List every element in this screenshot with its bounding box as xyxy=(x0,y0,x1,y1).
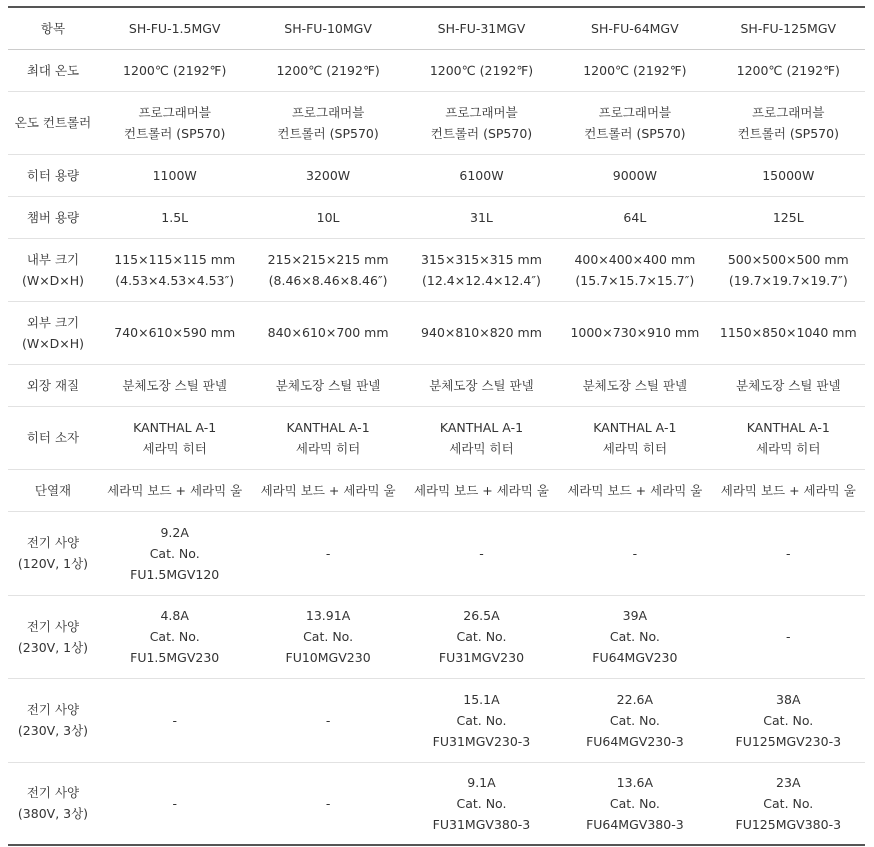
cell-line: 분체도장 스틸 판넬 xyxy=(275,377,381,393)
cell-line: 3200W xyxy=(306,167,351,183)
cell-line: 500×500×500 mm xyxy=(727,251,849,267)
cell-power-230v-3p-model-5 xyxy=(712,678,865,762)
cell-external-size-model-5 xyxy=(712,301,865,364)
header-row xyxy=(8,7,865,49)
cell-temp-controller-model-2 xyxy=(251,91,404,154)
cell-power-230v-3p-model-4 xyxy=(558,678,711,762)
cell-line: 세라믹 보드 + 세라믹 울 xyxy=(107,482,243,498)
cell-power-380v-3p-model-4 xyxy=(558,762,711,845)
cell-power-230v-1p-model-2 xyxy=(251,595,404,678)
cell-line: - xyxy=(172,712,177,728)
cell-line: 1200℃ (2192℉) xyxy=(429,62,534,78)
header-model: SH-FU-125MGV xyxy=(712,7,865,49)
cell-heater-element-model-3 xyxy=(405,406,558,469)
cell-line: 프로그래머블 xyxy=(138,104,211,120)
row-label-line: 챔버 용량 xyxy=(26,209,80,225)
cell-line: 컨트롤러 (SP570) xyxy=(430,125,533,141)
row-label-line: 내부 크기 xyxy=(26,251,80,267)
row-label xyxy=(8,91,98,154)
cell-line: FU31MGV230 xyxy=(438,650,525,665)
cell-line: 13.91A xyxy=(305,608,351,623)
cell-line: 22.6A xyxy=(616,691,654,707)
cell-line: Cat. No. xyxy=(609,629,660,644)
cell-line: 세라믹 히터 xyxy=(756,440,821,456)
cell-line: 1200℃ (2192℉) xyxy=(583,62,687,78)
cell-line: FU1.5MGV120 xyxy=(130,566,220,582)
cell-line: (8.46×8.46×8.46″) xyxy=(268,272,388,288)
cell-chamber-capacity-model-4 xyxy=(558,196,711,238)
cell-line: 프로그래머블 xyxy=(752,104,825,120)
cell-line: 38A xyxy=(776,691,801,707)
cell-line: FU64MGV230-3 xyxy=(586,733,684,749)
cell-line: 1200℃ (2192℉) xyxy=(736,62,840,78)
cell-line: 215×215×215 mm xyxy=(267,251,389,267)
cell-line: 컨트롤러 (SP570) xyxy=(737,125,839,141)
cell-external-size-model-1 xyxy=(98,301,251,364)
cell-exterior-material-model-3 xyxy=(405,364,558,406)
cell-power-380v-3p-model-1 xyxy=(98,762,251,845)
cell-line: 4.8A xyxy=(160,608,189,623)
row-power-120v-1p xyxy=(8,511,865,595)
cell-line: KANTHAL A-1 xyxy=(746,419,830,435)
cell-line: 940×810×820 mm xyxy=(421,325,542,340)
cell-heater-capacity-model-3 xyxy=(405,154,558,196)
cell-line: KANTHAL A-1 xyxy=(593,419,677,435)
cell-line: 9.2A xyxy=(160,524,189,540)
row-label-line: 외장 재질 xyxy=(26,377,80,393)
spec-table xyxy=(8,6,865,846)
cell-line: 6100W xyxy=(459,167,504,183)
cell-line: 1.5L xyxy=(161,209,189,225)
cell-chamber-capacity-model-3 xyxy=(405,196,558,238)
row-external-size xyxy=(8,301,865,364)
cell-line: 31L xyxy=(470,209,493,225)
cell-exterior-material-model-2 xyxy=(251,364,404,406)
row-label-line: (380V, 3상) xyxy=(17,806,89,822)
cell-line: 분체도장 스틸 판넬 xyxy=(736,377,841,393)
cell-line: - xyxy=(786,545,791,561)
cell-line: KANTHAL A-1 xyxy=(439,419,524,435)
cell-line: KANTHAL A-1 xyxy=(286,419,370,435)
cell-line: FU31MGV380-3 xyxy=(432,816,531,832)
row-label-line: (230V, 3상) xyxy=(17,723,89,738)
cell-power-230v-1p-model-3 xyxy=(405,595,558,678)
row-internal-size xyxy=(8,238,865,301)
row-label xyxy=(8,196,98,238)
cell-internal-size-model-4 xyxy=(558,238,711,301)
row-label-line: 온도 컨트롤러 xyxy=(14,115,92,130)
cell-power-120v-1p-model-1 xyxy=(98,511,251,595)
cell-heater-element-model-5 xyxy=(712,406,865,469)
cell-external-size-model-3 xyxy=(405,301,558,364)
cell-line: 1000×730×910 mm xyxy=(570,325,700,340)
row-label xyxy=(8,595,98,678)
cell-chamber-capacity-model-2 xyxy=(251,196,404,238)
cell-line: FU125MGV380-3 xyxy=(735,816,842,832)
cell-max-temp-model-2 xyxy=(251,49,404,91)
header-model: SH-FU-1.5MGV xyxy=(98,7,251,49)
cell-line: 세라믹 히터 xyxy=(142,440,207,456)
cell-line: Cat. No. xyxy=(609,712,660,728)
cell-line: 컨트롤러 (SP570) xyxy=(584,125,686,141)
cell-line: Cat. No. xyxy=(763,712,814,728)
row-label-line: 단열재 xyxy=(34,482,72,498)
cell-internal-size-model-3 xyxy=(405,238,558,301)
cell-insulation-model-1 xyxy=(98,469,251,511)
cell-power-230v-3p-model-3 xyxy=(405,678,558,762)
cell-line: 1200℃ (2192℉) xyxy=(123,62,227,78)
cell-max-temp-model-1 xyxy=(98,49,251,91)
cell-power-120v-1p-model-3 xyxy=(405,511,558,595)
row-power-380v-3p xyxy=(8,762,865,845)
cell-line: KANTHAL A-1 xyxy=(133,419,217,435)
cell-line: 분체도장 스틸 판넬 xyxy=(582,377,688,393)
cell-internal-size-model-2 xyxy=(251,238,404,301)
cell-insulation-model-2 xyxy=(251,469,404,511)
cell-line: 세라믹 보드 + 세라믹 울 xyxy=(413,482,549,498)
cell-line: 세라믹 보드 + 세라믹 울 xyxy=(260,482,396,498)
cell-line: 세라믹 히터 xyxy=(295,440,361,456)
row-label-line: 외부 크기 xyxy=(26,314,80,330)
cell-line: 125L xyxy=(772,209,804,225)
cell-exterior-material-model-4 xyxy=(558,364,711,406)
cell-line: - xyxy=(479,545,484,561)
row-label-line: (W×D×H) xyxy=(21,272,85,288)
cell-insulation-model-4 xyxy=(558,469,711,511)
cell-line: 분체도장 스틸 판넬 xyxy=(429,377,534,393)
row-insulation xyxy=(8,469,865,511)
cell-heater-element-model-2 xyxy=(251,406,404,469)
cell-line: FU31MGV230-3 xyxy=(432,733,531,749)
cell-line: Cat. No. xyxy=(609,795,660,811)
cell-heater-capacity-model-2 xyxy=(251,154,404,196)
cell-line: (4.53×4.53×4.53″) xyxy=(115,272,235,288)
cell-line: 64L xyxy=(623,209,647,225)
cell-heater-capacity-model-1 xyxy=(98,154,251,196)
row-chamber-capacity xyxy=(8,196,865,238)
cell-insulation-model-3 xyxy=(405,469,558,511)
cell-line: 15.1A xyxy=(463,691,500,707)
cell-line: 세라믹 히터 xyxy=(449,440,514,456)
cell-external-size-model-4 xyxy=(558,301,711,364)
cell-exterior-material-model-1 xyxy=(98,364,251,406)
cell-line: Cat. No. xyxy=(456,795,507,811)
row-label-line: 전기 사양 xyxy=(26,535,80,550)
cell-line: FU125MGV230-3 xyxy=(735,733,842,749)
cell-line: 23A xyxy=(776,774,801,790)
row-heater-capacity xyxy=(8,154,865,196)
cell-internal-size-model-1 xyxy=(98,238,251,301)
row-label-line: (W×D×H) xyxy=(21,335,85,351)
cell-line: 39A xyxy=(622,608,648,623)
row-label-line: 전기 사양 xyxy=(26,785,80,801)
row-label xyxy=(8,238,98,301)
cell-power-120v-1p-model-5 xyxy=(712,511,865,595)
cell-line: 15000W xyxy=(762,167,815,183)
cell-chamber-capacity-model-5 xyxy=(712,196,865,238)
row-label-line: (120V, 1상) xyxy=(17,556,89,571)
cell-power-380v-3p-model-3 xyxy=(405,762,558,845)
row-label xyxy=(8,469,98,511)
cell-line: - xyxy=(325,795,331,811)
row-label xyxy=(8,364,98,406)
header-model: SH-FU-10MGV xyxy=(251,7,404,49)
cell-line: Cat. No. xyxy=(456,712,507,728)
cell-line: Cat. No. xyxy=(149,629,200,644)
cell-power-230v-1p-model-1 xyxy=(98,595,251,678)
cell-line: (19.7×19.7×19.7″) xyxy=(728,272,848,288)
cell-line: Cat. No. xyxy=(763,795,814,811)
row-label-line: 전기 사양 xyxy=(26,702,80,717)
cell-heater-element-model-4 xyxy=(558,406,711,469)
cell-power-120v-1p-model-4 xyxy=(558,511,711,595)
cell-heater-element-model-1 xyxy=(98,406,251,469)
cell-line: 26.5A xyxy=(463,608,500,623)
cell-insulation-model-5 xyxy=(712,469,865,511)
cell-line: 13.6A xyxy=(616,774,654,790)
cell-line: 프로그래머블 xyxy=(291,104,365,120)
cell-heater-capacity-model-4 xyxy=(558,154,711,196)
cell-line: FU10MGV230 xyxy=(285,650,371,665)
cell-line: 프로그래머블 xyxy=(598,104,672,120)
row-label xyxy=(8,154,98,196)
cell-line: 프로그래머블 xyxy=(445,104,518,120)
row-label xyxy=(8,301,98,364)
cell-line: FU64MGV380-3 xyxy=(586,816,684,832)
cell-temp-controller-model-5 xyxy=(712,91,865,154)
spec-body xyxy=(8,49,865,845)
cell-line: (12.4×12.4×12.4″) xyxy=(422,272,541,288)
cell-line: - xyxy=(172,795,177,811)
cell-line: - xyxy=(786,629,791,644)
row-label xyxy=(8,762,98,845)
row-power-230v-3p xyxy=(8,678,865,762)
cell-line: 1150×850×1040 mm xyxy=(719,325,857,340)
cell-line: 115×115×115 mm xyxy=(114,251,236,267)
cell-line: Cat. No. xyxy=(149,545,200,561)
cell-line: 9.1A xyxy=(467,774,496,790)
row-label-line: 최대 온도 xyxy=(26,62,80,78)
cell-power-120v-1p-model-2 xyxy=(251,511,404,595)
row-label-line: 전기 사양 xyxy=(26,618,80,634)
row-label xyxy=(8,678,98,762)
header-model: SH-FU-64MGV xyxy=(558,7,711,49)
cell-line: - xyxy=(325,712,331,728)
cell-line: 컨트롤러 (SP570) xyxy=(277,125,379,141)
cell-line: 740×610×590 mm xyxy=(114,325,236,340)
cell-line: 9000W xyxy=(612,167,657,183)
row-heater-element xyxy=(8,406,865,469)
cell-internal-size-model-5 xyxy=(712,238,865,301)
header-label: 항목 xyxy=(8,7,98,49)
cell-line: FU64MGV230 xyxy=(592,650,678,665)
cell-chamber-capacity-model-1 xyxy=(98,196,251,238)
row-exterior-material xyxy=(8,364,865,406)
cell-temp-controller-model-1 xyxy=(98,91,251,154)
cell-max-temp-model-4 xyxy=(558,49,711,91)
cell-line: 분체도장 스틸 판넬 xyxy=(122,377,227,393)
cell-max-temp-model-5 xyxy=(712,49,865,91)
row-label xyxy=(8,511,98,595)
cell-power-380v-3p-model-5 xyxy=(712,762,865,845)
cell-external-size-model-2 xyxy=(251,301,404,364)
row-power-230v-1p xyxy=(8,595,865,678)
cell-line: 세라믹 보드 + 세라믹 울 xyxy=(567,482,703,498)
cell-line: FU1.5MGV230 xyxy=(130,650,220,665)
row-label xyxy=(8,49,98,91)
cell-line: 컨트롤러 (SP570) xyxy=(124,125,226,141)
row-temp-controller xyxy=(8,91,865,154)
row-label xyxy=(8,406,98,469)
row-label-line: 히터 용량 xyxy=(26,167,80,183)
cell-line: 세라믹 히터 xyxy=(602,440,668,456)
row-label-line: 히터 소자 xyxy=(26,430,80,445)
cell-line: Cat. No. xyxy=(456,629,507,644)
cell-line: - xyxy=(632,545,638,561)
cell-power-230v-3p-model-1 xyxy=(98,678,251,762)
row-label-line: (230V, 1상) xyxy=(17,639,89,655)
cell-line: (15.7×15.7×15.7″) xyxy=(575,272,695,288)
cell-line: 10L xyxy=(316,209,340,225)
cell-line: Cat. No. xyxy=(303,629,354,644)
cell-temp-controller-model-4 xyxy=(558,91,711,154)
cell-line: 1100W xyxy=(152,167,197,183)
cell-power-230v-1p-model-4 xyxy=(558,595,711,678)
cell-power-230v-1p-model-5 xyxy=(712,595,865,678)
cell-line: 1200℃ (2192℉) xyxy=(276,62,380,78)
cell-line: 400×400×400 mm xyxy=(574,251,696,267)
cell-line: - xyxy=(325,545,331,561)
cell-power-380v-3p-model-2 xyxy=(251,762,404,845)
cell-heater-capacity-model-5 xyxy=(712,154,865,196)
header-model: SH-FU-31MGV xyxy=(405,7,558,49)
cell-line: 840×610×700 mm xyxy=(267,325,389,340)
cell-power-230v-3p-model-2 xyxy=(251,678,404,762)
row-max-temp xyxy=(8,49,865,91)
cell-temp-controller-model-3 xyxy=(405,91,558,154)
cell-max-temp-model-3 xyxy=(405,49,558,91)
cell-line: 315×315×315 mm xyxy=(421,251,542,267)
cell-exterior-material-model-5 xyxy=(712,364,865,406)
cell-line: 세라믹 보드 + 세라믹 울 xyxy=(720,482,856,498)
